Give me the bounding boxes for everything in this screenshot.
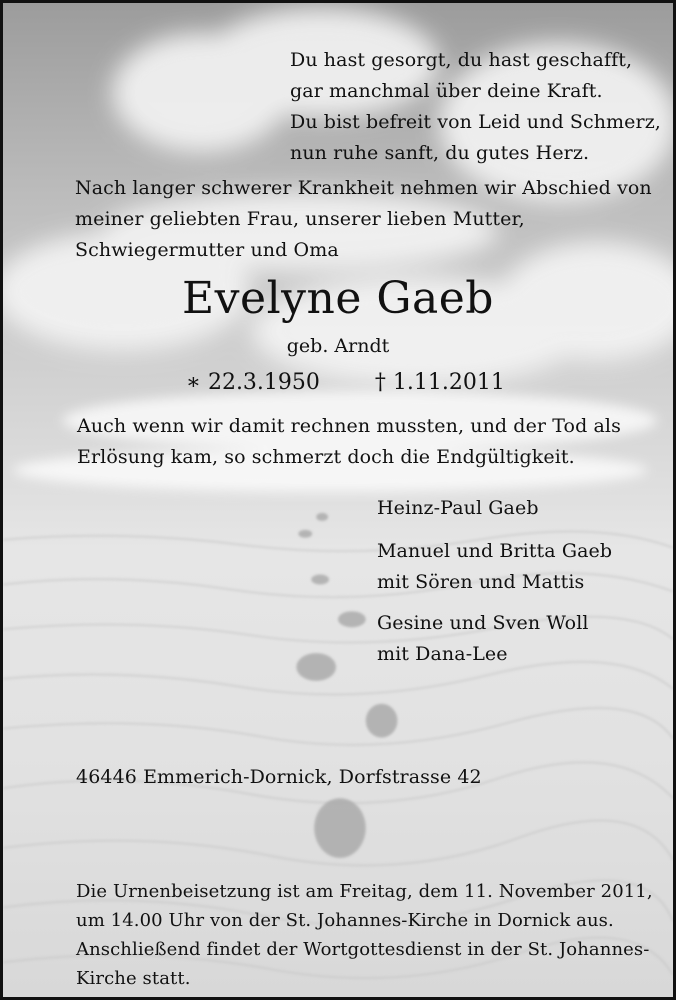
family-line: Gesine und Sven Woll (377, 612, 589, 634)
intro-text (75, 173, 652, 266)
ceremony-text (76, 877, 653, 993)
death-date: † 1.11.2011 (374, 370, 505, 395)
poem-line: Du bist befreit von Leid und Schmerz, (290, 111, 661, 133)
poem-line: nun ruhe sanft, du gutes Herz. (290, 142, 590, 164)
family-line: mit Sören und Mattis (377, 571, 585, 593)
family-entry-daughter (377, 608, 589, 670)
ceremony-line: um 14.00 Uhr von der St. Johannes-Kirche in Dornick aus. (76, 910, 614, 931)
statement-text (77, 411, 621, 473)
family-line: mit Dana-Lee (377, 643, 508, 665)
statement-line: Auch wenn wir damit rechnen mussten, und der Tod als (77, 415, 621, 437)
ceremony-line: Anschließend findet der Wortgottesdienst in der St. Johannes- (76, 939, 650, 960)
intro-line: meiner geliebten Frau, unserer lieben Mutter, (75, 208, 525, 230)
birth-date: ∗ 22.3.1950 (186, 370, 320, 395)
ceremony-line: Die Urnenbeisetzung ist am Freitag, dem 11. November 2011, (76, 881, 653, 902)
family-line: Manuel und Britta Gaeb (377, 540, 613, 562)
statement-line: Erlösung kam, so schmerzt doch die Endgültigkeit. (77, 446, 575, 468)
family-entry-husband (377, 493, 539, 524)
address: 46446 Emmerich-Dornick, Dorfstrasse 42 (76, 766, 482, 788)
ceremony-line: Kirche statt. (76, 968, 191, 989)
deceased-name: Evelyne Gaeb (182, 273, 494, 324)
poem-line: gar manchmal über deine Kraft. (290, 80, 603, 102)
intro-line: Nach langer schwerer Krankheit nehmen wir Abschied von (75, 177, 652, 199)
poem-line: Du hast gesorgt, du hast geschafft, (290, 49, 633, 71)
birth-name: geb. Arndt (286, 335, 390, 357)
family-entry-son (377, 536, 612, 598)
family-line: Heinz-Paul Gaeb (377, 497, 539, 519)
poem (290, 45, 661, 169)
life-dates (186, 368, 505, 398)
intro-line: Schwiegermutter und Oma (75, 239, 339, 261)
